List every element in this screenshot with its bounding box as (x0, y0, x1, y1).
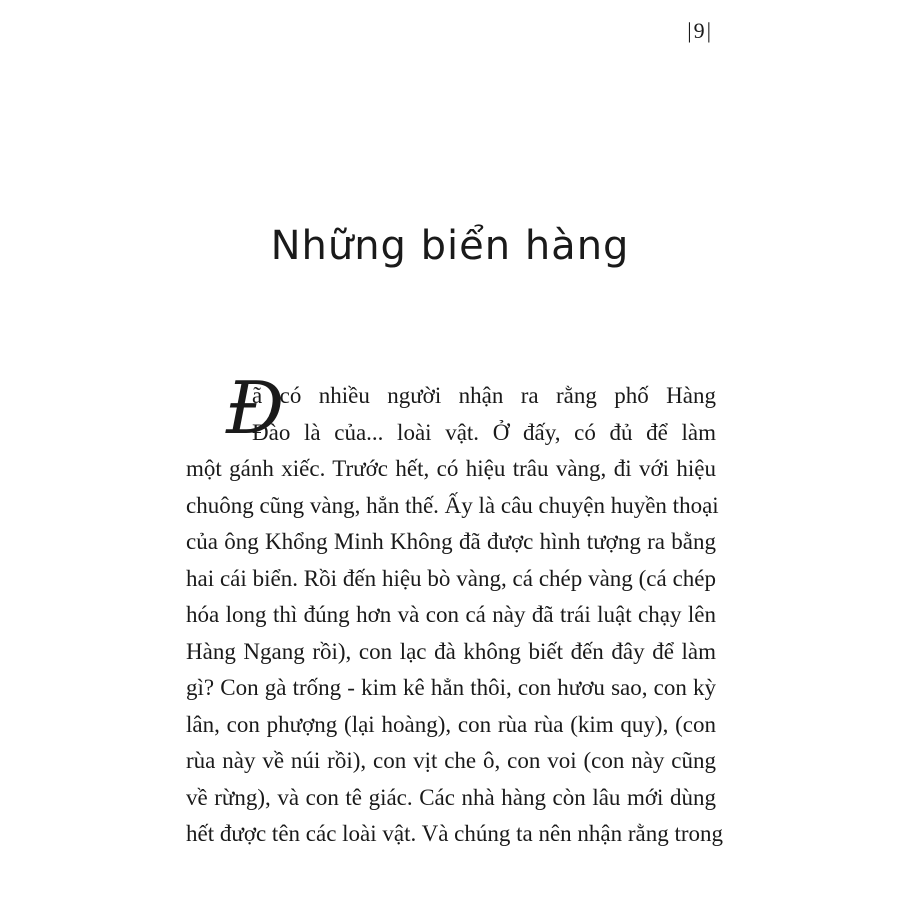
text-line: về rừng), và con tê giác. Các nhà hàng còn lâu mới dùng (186, 784, 716, 810)
text-line: rùa này về núi rồi), con vịt che ô, con voi (con này cũng (186, 748, 716, 773)
text-line: lân, con phượng (lại hoàng), con rùa rùa (kim quy), (con (186, 711, 716, 737)
text-line: Đào là của... loài vật. Ở đấy, có đủ để làm (252, 419, 716, 445)
text-line: ã có nhiều người nhận ra rằng phố Hàng (252, 383, 716, 408)
drop-cap: Đ (226, 366, 285, 450)
page-number: |9| (687, 18, 713, 43)
text-line: của ông Khổng Minh Không đã được hình tượng ra bằng (186, 529, 716, 554)
text-line: chuông cũng vàng, hẳn thế. Ấy là câu chuyện huyền thoại (186, 492, 719, 518)
text-line: hết được tên các loài vật. Và chúng ta nên nhận rằng trong (186, 821, 724, 846)
text-line: hai cái biển. Rồi đến hiệu bò vàng, cá chép vàng (cá chép (186, 565, 716, 591)
chapter-title: Những biển hàng (270, 223, 630, 269)
text-line: một gánh xiếc. Trước hết, có hiệu trâu vàng, đi với hiệu (186, 456, 716, 481)
text-line: hóa long thì đúng hơn và con cá này đã trái luật chạy lên (186, 602, 716, 627)
body-text (186, 366, 724, 853)
text-line: gì? Con gà trống - kim kê hẳn thôi, con hươu sao, con kỳ (186, 675, 716, 700)
text-line: Hàng Ngang rồi), con lạc đà không biết đến đây để làm (186, 638, 716, 664)
